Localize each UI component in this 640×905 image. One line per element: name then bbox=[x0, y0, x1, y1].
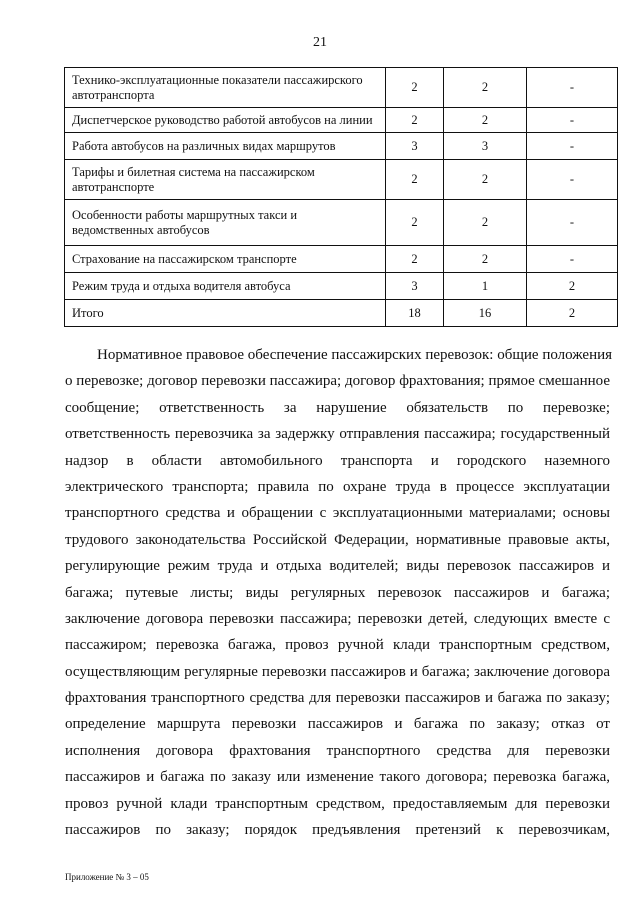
theory-hours-cell: 1 bbox=[444, 273, 527, 300]
paragraph-line: осуществляющим регулярные перевозки пассажиров и багажа; заключение договора bbox=[65, 663, 610, 680]
practice-hours-cell: 2 bbox=[527, 300, 618, 327]
paragraph-line: надзор в области автомобильного транспорта и городского наземного bbox=[65, 452, 610, 469]
practice-hours-cell: 2 bbox=[527, 273, 618, 300]
topic-name-cell: Режим труда и отдыха водителя автобуса bbox=[65, 273, 386, 300]
paragraph-line: пассажиром; перевозка багажа, провоз ручной клади транспортным средством, bbox=[65, 637, 610, 654]
practice-hours-cell: - bbox=[527, 160, 618, 200]
paragraph-line: Нормативное правовое обеспечение пассажирских перевозок: общие положения bbox=[97, 347, 613, 363]
paragraph-line: фрахтования транспортного средства для перевозки пассажиров и багажа по заказу; bbox=[65, 690, 610, 707]
theory-hours-cell: 3 bbox=[444, 133, 527, 160]
table-row bbox=[65, 68, 618, 108]
table-row bbox=[65, 246, 618, 273]
paragraph-line: пассажиров по заказу; порядок предъявления претензий к перевозчикам, bbox=[65, 822, 610, 839]
total-hours-cell: 2 bbox=[386, 108, 444, 133]
total-hours-cell: 2 bbox=[386, 200, 444, 246]
paragraph-line: провоз ручной клади транспортным средством, предоставляемым для перевозки bbox=[65, 795, 610, 812]
total-hours-cell: 2 bbox=[386, 246, 444, 273]
paragraph-line: о перевозке; договор перевозки пассажира; договор фрахтования; прямое смешанное bbox=[65, 373, 610, 390]
paragraph-line: ответственность перевозчика за задержку отправления пассажира; государственный bbox=[65, 426, 610, 443]
table-row bbox=[65, 200, 618, 246]
table-row bbox=[65, 160, 618, 200]
paragraph-line: определение маршрута перевозки пассажиров и багажа по заказу; отказ от bbox=[65, 716, 610, 733]
paragraph-line: транспортного средства и обращении с эксплуатационными материалами; основы bbox=[65, 505, 610, 522]
topic-name-cell: Страхование на пассажирском транспорте bbox=[65, 246, 386, 273]
total-label-cell: Итого bbox=[65, 300, 386, 327]
body-paragraph bbox=[65, 342, 613, 843]
theory-hours-cell: 2 bbox=[444, 246, 527, 273]
table-row bbox=[65, 133, 618, 160]
practice-hours-cell: - bbox=[527, 200, 618, 246]
practice-hours-cell: - bbox=[527, 246, 618, 273]
paragraph-line: пассажиров и багажа по заказу или изменение такого договора; перевозка багажа, bbox=[65, 769, 610, 786]
topic-name-cell: Работа автобусов на различных видах маршрутов bbox=[65, 133, 386, 160]
theory-hours-cell: 2 bbox=[444, 200, 527, 246]
paragraph-line: регулирующие режим труда и отдыха водителей; виды перевозок пассажиров и bbox=[65, 558, 610, 575]
total-hours-cell: 3 bbox=[386, 133, 444, 160]
total-hours-cell: 2 bbox=[386, 68, 444, 108]
curriculum-table bbox=[64, 67, 618, 327]
topic-name-cell: Тарифы и билетная система на пассажирском автотранспорте bbox=[65, 160, 386, 200]
topic-name-cell: Технико-эксплуатационные показатели пассажирского автотранспорта bbox=[65, 68, 386, 108]
paragraph-line: сообщение; ответственность за нарушение обязательств по перевозке; bbox=[65, 399, 610, 416]
table-row bbox=[65, 108, 618, 133]
theory-hours-cell: 2 bbox=[444, 68, 527, 108]
theory-hours-cell: 2 bbox=[444, 108, 527, 133]
theory-hours-cell: 16 bbox=[444, 300, 527, 327]
theory-hours-cell: 2 bbox=[444, 160, 527, 200]
table-row bbox=[65, 273, 618, 300]
total-hours-cell: 2 bbox=[386, 160, 444, 200]
topic-name-cell: Диспетчерское руководство работой автобусов на линии bbox=[65, 108, 386, 133]
paragraph-line: багажа; путевые листы; виды регулярных перевозок пассажиров и багажа; bbox=[65, 584, 610, 601]
page-footer: Приложение № 3 – 05 bbox=[65, 872, 149, 882]
practice-hours-cell: - bbox=[527, 68, 618, 108]
table-total-row bbox=[65, 300, 618, 327]
total-hours-cell: 3 bbox=[386, 273, 444, 300]
total-hours-cell: 18 bbox=[386, 300, 444, 327]
paragraph-line: электрического транспорта; правила по охране труда в процессе эксплуатации bbox=[65, 478, 610, 495]
page-number: 21 bbox=[313, 35, 327, 50]
paragraph-line: заключение договора перевозки пассажира; перевозки детей, следующих вместе с bbox=[65, 610, 610, 627]
practice-hours-cell: - bbox=[527, 133, 618, 160]
topic-name-cell: Особенности работы маршрутных такси и ведомственных автобусов bbox=[65, 200, 386, 246]
paragraph-line: трудового законодательства Российской Федерации, нормативные правовые акты, bbox=[65, 531, 610, 548]
paragraph-line: исполнения договора фрахтования транспортного средства для перевозки bbox=[65, 742, 610, 759]
practice-hours-cell: - bbox=[527, 108, 618, 133]
